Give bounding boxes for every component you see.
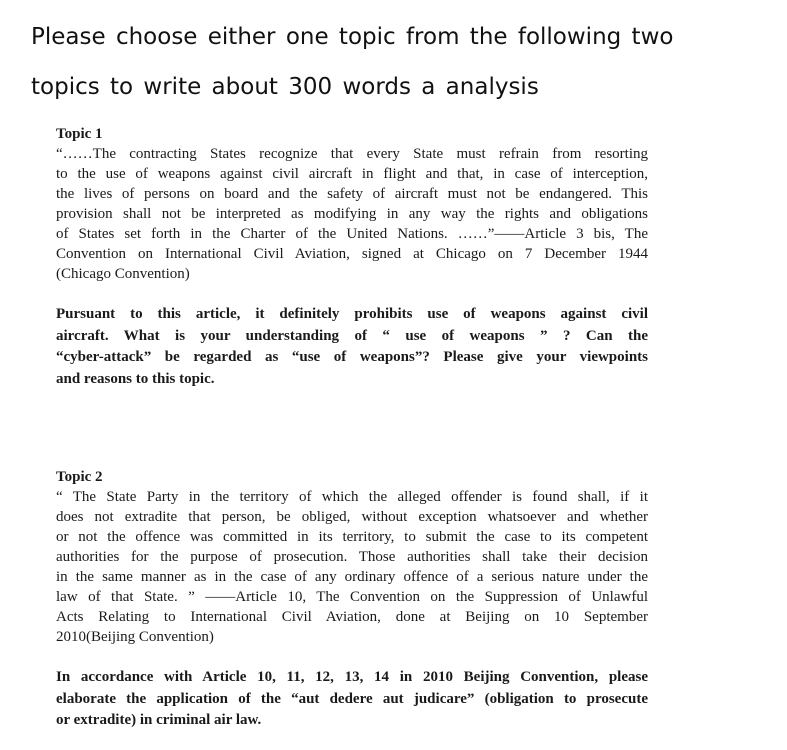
instruction-line-2: topics to write about 300 words a analysis (31, 74, 539, 100)
topic-2-question (56, 667, 648, 732)
quote-line: does not extradite that person, be obliged, without exception whatsoever and whether (56, 509, 648, 525)
topic-1-section (56, 124, 648, 284)
quote-line: Convention on International Civil Aviation, signed at Chicago on 7 December 1944 (56, 246, 648, 262)
quote-line: 2010(Beijing Convention) (56, 629, 214, 645)
topic-1-title: Topic 1 (56, 126, 103, 142)
question-line: and reasons to this topic. (56, 370, 215, 387)
instruction-heading (31, 12, 771, 112)
question-line: Pursuant to this article, it definitely prohibits use of weapons against civil (56, 306, 648, 322)
question-line: or extradite) in criminal air law. (56, 712, 262, 728)
question-line: In accordance with Article 10, 11, 12, 13, 14 in 2010 Beijing Convention, please (56, 669, 648, 685)
quote-line: Acts Relating to International Civil Aviation, done at Beijing on 10 September (56, 609, 648, 625)
quote-line: of States set forth in the Charter of the United Nations. ……”——Article 3 bis, The (56, 226, 648, 242)
topic-2-quote (56, 487, 648, 647)
quote-line: or not the offence was committed in its territory, to submit the case to its competent (56, 529, 648, 545)
topic-1-question (56, 304, 648, 390)
topic-1-quote (56, 144, 648, 284)
quote-line: “……The contracting States recognize that every State must refrain from resorting (56, 146, 648, 162)
topic-2-section (56, 467, 648, 647)
instruction-line-1: Please choose either one topic from the following two (31, 24, 674, 50)
quote-line: in the same manner as in the case of any ordinary offence of a serious nature under the (56, 569, 648, 585)
quote-line: “ The State Party in the territory of which the alleged offender is found shall, if it (56, 489, 648, 505)
quote-line: provision shall not be interpreted as modifying in any way the rights and obligations (56, 206, 648, 222)
question-line: aircraft. What is your understanding of “ use of weapons ” ? Can the (56, 327, 648, 344)
topic-2-title: Topic 2 (56, 469, 103, 485)
quote-line: law of that State. ” ——Article 10, The Convention on the Suppression of Unlawful (56, 589, 648, 605)
quote-line: to the use of weapons against civil aircraft in flight and that, in case of interception, (56, 166, 648, 182)
quote-line: authorities for the purpose of prosecution. Those authorities shall take their decision (56, 549, 648, 565)
question-line: “cyber-attack” be regarded as “use of weapons”? Please give your viewpoints (56, 349, 648, 365)
quote-line: (Chicago Convention) (56, 266, 190, 282)
quote-line: the lives of persons on board and the safety of aircraft must not be endangered. This (56, 186, 648, 202)
question-line: elaborate the application of the “aut dedere aut judicare” (obligation to prosecute (56, 690, 648, 707)
